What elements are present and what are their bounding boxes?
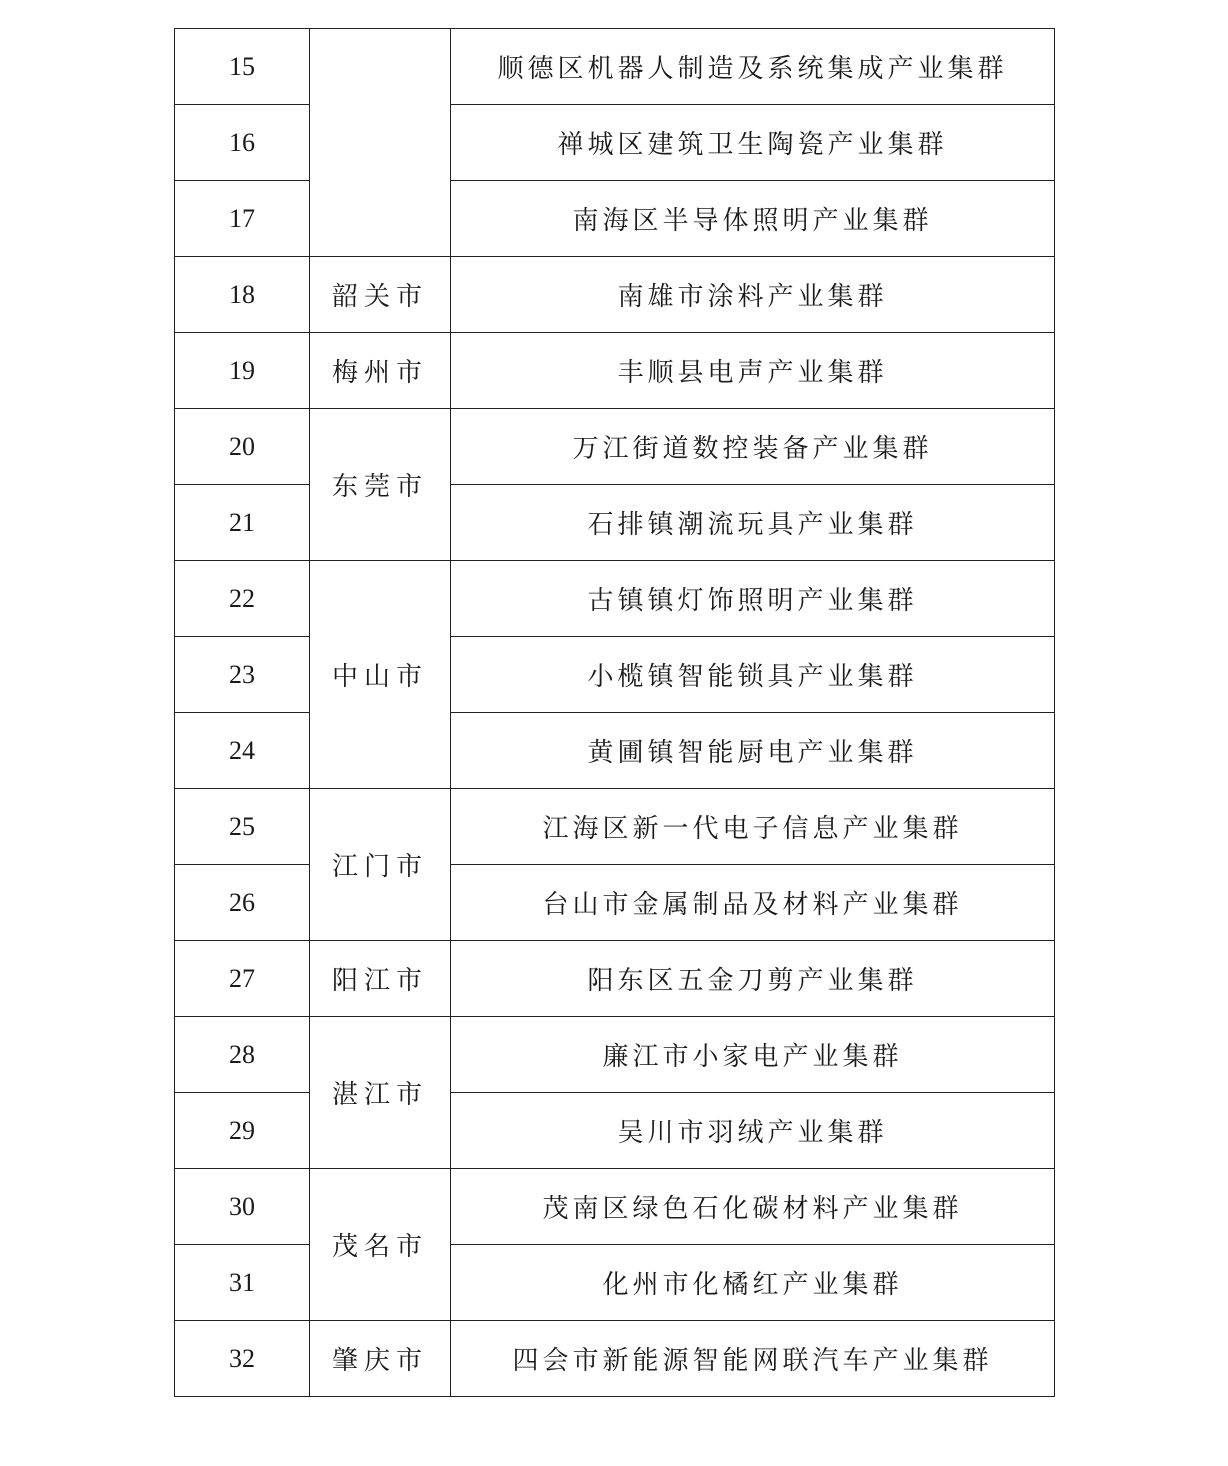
cluster-name-cell: 江海区新一代电子信息产业集群 bbox=[451, 789, 1055, 865]
city-cell: 东莞市 bbox=[310, 409, 451, 561]
cluster-name-cell: 石排镇潮流玩具产业集群 bbox=[451, 485, 1055, 561]
cluster-name-cell: 廉江市小家电产业集群 bbox=[451, 1017, 1055, 1093]
row-number-cell: 29 bbox=[175, 1093, 310, 1169]
row-number-cell: 25 bbox=[175, 789, 310, 865]
cluster-name-cell: 茂南区绿色石化碳材料产业集群 bbox=[451, 1169, 1055, 1245]
table-row bbox=[175, 1245, 1055, 1321]
cluster-name-cell: 禅城区建筑卫生陶瓷产业集群 bbox=[451, 105, 1055, 181]
city-cell: 湛江市 bbox=[310, 1017, 451, 1169]
table-row bbox=[175, 561, 1055, 637]
row-number-cell: 27 bbox=[175, 941, 310, 1017]
table-row bbox=[175, 485, 1055, 561]
cluster-name-cell: 台山市金属制品及材料产业集群 bbox=[451, 865, 1055, 941]
table-row bbox=[175, 713, 1055, 789]
table-row bbox=[175, 1093, 1055, 1169]
table-row bbox=[175, 789, 1055, 865]
cluster-name-cell: 古镇镇灯饰照明产业集群 bbox=[451, 561, 1055, 637]
city-cell: 梅州市 bbox=[310, 333, 451, 409]
industry-cluster-table bbox=[174, 28, 1055, 1397]
table-row bbox=[175, 29, 1055, 105]
row-number-cell: 18 bbox=[175, 257, 310, 333]
city-cell: 江门市 bbox=[310, 789, 451, 941]
table-row bbox=[175, 257, 1055, 333]
cluster-name-cell: 丰顺县电声产业集群 bbox=[451, 333, 1055, 409]
table-row bbox=[175, 105, 1055, 181]
row-number-cell: 15 bbox=[175, 29, 310, 105]
city-cell: 中山市 bbox=[310, 561, 451, 789]
cluster-name-cell: 南雄市涂料产业集群 bbox=[451, 257, 1055, 333]
table-row bbox=[175, 1017, 1055, 1093]
cluster-name-cell: 万江街道数控装备产业集群 bbox=[451, 409, 1055, 485]
row-number-cell: 19 bbox=[175, 333, 310, 409]
table-row bbox=[175, 333, 1055, 409]
cluster-name-cell: 顺德区机器人制造及系统集成产业集群 bbox=[451, 29, 1055, 105]
city-cell bbox=[310, 29, 451, 257]
table-row bbox=[175, 1321, 1055, 1397]
row-number-cell: 16 bbox=[175, 105, 310, 181]
row-number-cell: 17 bbox=[175, 181, 310, 257]
row-number-cell: 24 bbox=[175, 713, 310, 789]
cluster-name-cell: 小榄镇智能锁具产业集群 bbox=[451, 637, 1055, 713]
row-number-cell: 30 bbox=[175, 1169, 310, 1245]
row-number-cell: 31 bbox=[175, 1245, 310, 1321]
cluster-name-cell: 化州市化橘红产业集群 bbox=[451, 1245, 1055, 1321]
cluster-name-cell: 吴川市羽绒产业集群 bbox=[451, 1093, 1055, 1169]
row-number-cell: 21 bbox=[175, 485, 310, 561]
cluster-name-cell: 南海区半导体照明产业集群 bbox=[451, 181, 1055, 257]
row-number-cell: 26 bbox=[175, 865, 310, 941]
table-row bbox=[175, 941, 1055, 1017]
city-cell: 肇庆市 bbox=[310, 1321, 451, 1397]
row-number-cell: 32 bbox=[175, 1321, 310, 1397]
city-cell: 阳江市 bbox=[310, 941, 451, 1017]
row-number-cell: 23 bbox=[175, 637, 310, 713]
table-row bbox=[175, 181, 1055, 257]
city-cell: 茂名市 bbox=[310, 1169, 451, 1321]
city-cell: 韶关市 bbox=[310, 257, 451, 333]
row-number-cell: 22 bbox=[175, 561, 310, 637]
table-row bbox=[175, 637, 1055, 713]
cluster-name-cell: 黄圃镇智能厨电产业集群 bbox=[451, 713, 1055, 789]
row-number-cell: 28 bbox=[175, 1017, 310, 1093]
table-body bbox=[175, 29, 1055, 1397]
cluster-name-cell: 四会市新能源智能网联汽车产业集群 bbox=[451, 1321, 1055, 1397]
cluster-name-cell: 阳东区五金刀剪产业集群 bbox=[451, 941, 1055, 1017]
row-number-cell: 20 bbox=[175, 409, 310, 485]
table-row bbox=[175, 1169, 1055, 1245]
table-row bbox=[175, 409, 1055, 485]
table-row bbox=[175, 865, 1055, 941]
